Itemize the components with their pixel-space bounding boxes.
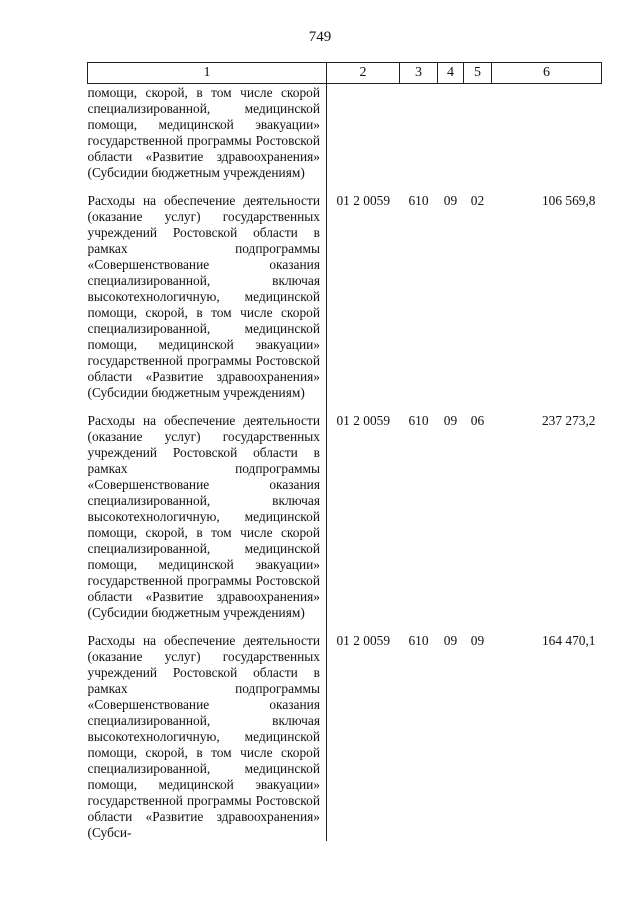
row-description: Расходы на обеспечение деятельности (оказание услуг) государственных учреждений Ростовской области в рамках подпрограммы «Совершенствование оказания специализированной, включая высокотехнологичную, медицинской помощи, скорой, в том числе скорой специализированной, медицинской помощи, медицинской эвакуации» государственной программы Ростовской области «Развитие здравоохранения» (Субсидии бюджетным учреждениям)	[88, 401, 327, 621]
table-body	[88, 84, 602, 842]
row-expense-type: 610	[408, 633, 429, 648]
row-section	[438, 84, 464, 182]
table-header	[88, 63, 602, 84]
column-header-1: 1	[88, 63, 327, 84]
column-header-2: 2	[327, 63, 400, 84]
table-row	[88, 401, 602, 621]
row-description: Расходы на обеспечение деятельности (оказание услуг) государственных учреждений Ростовской области в рамках подпрограммы «Совершенствование оказания специализированной, включая высокотехнологичную, медицинской помощи, скорой, в том числе скорой специализированной, медицинской помощи, медицинской эвакуации» государственной программы Ростовской области «Развитие здравоохранения» (Субси-	[88, 621, 327, 841]
row-description: помощи, скорой, в том числе скорой специализированной, медицинской помощи, медицинской эвакуации» государственной программы Ростовской области «Развитие здравоохранения» (Субсидии бюджетным учреждениям)	[88, 84, 327, 182]
row-amount: 237 273,2	[541, 413, 596, 428]
row-target-code: 01 2 0059	[336, 633, 391, 648]
row-amount: 164 470,1	[541, 633, 596, 648]
row-target-code: 01 2 0059	[336, 193, 391, 208]
row-amount	[492, 84, 602, 182]
column-header-5: 5	[464, 63, 492, 84]
row-section: 09	[443, 633, 458, 648]
column-header-3: 3	[400, 63, 438, 84]
row-subsection: 06	[470, 413, 485, 428]
row-subsection	[464, 84, 492, 182]
column-header-4: 4	[438, 63, 464, 84]
row-target-code: 01 2 0059	[336, 413, 391, 428]
column-header-6: 6	[492, 63, 602, 84]
row-subsection: 09	[470, 633, 485, 648]
header-row	[88, 63, 602, 84]
page-number: 749	[308, 29, 332, 45]
table-row	[88, 181, 602, 401]
row-subsection: 02	[470, 193, 485, 208]
table-row	[88, 621, 602, 841]
row-section: 09	[443, 193, 458, 208]
row-target-code	[327, 84, 400, 182]
table-row	[88, 84, 602, 182]
row-section: 09	[443, 413, 458, 428]
row-expense-type	[400, 84, 438, 182]
budget-table	[87, 62, 602, 841]
row-amount: 106 569,8	[541, 193, 596, 208]
row-expense-type: 610	[408, 413, 429, 428]
row-description: Расходы на обеспечение деятельности (оказание услуг) государственных учреждений Ростовской области в рамках подпрограммы «Совершенствование оказания специализированной, включая высокотехнологичную, медицинской помощи, скорой, в том числе скорой специализированной, медицинской помощи, медицинской эвакуации» государственной программы Ростовской области «Развитие здравоохранения» (Субсидии бюджетным учреждениям)	[88, 181, 327, 401]
row-expense-type: 610	[408, 193, 429, 208]
